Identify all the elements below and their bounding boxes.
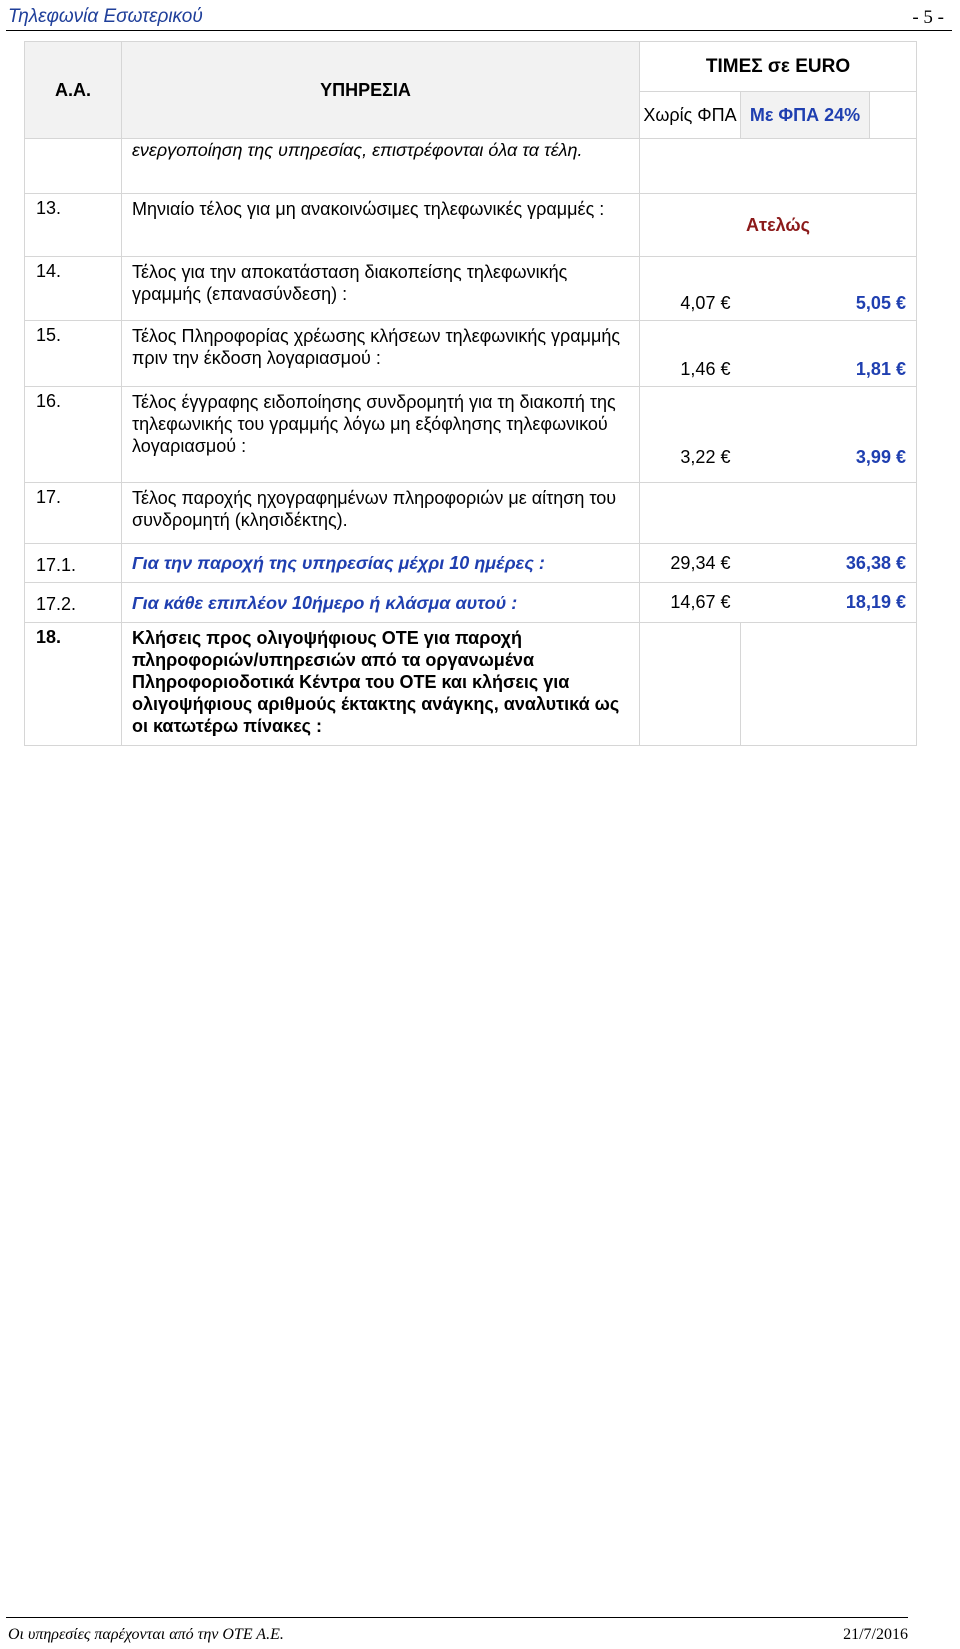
row-num: 13. [25,194,122,257]
row-text: Τέλος παροχής ηχογραφημένων πληροφοριών με αίτηση του συνδρομητή (κλησιδέκτης). [122,483,640,544]
col-service-header: ΥΠΗΡΕΣΙΑ [122,42,640,139]
col-no-vat-header: Χωρίς ΦΠΑ [640,92,741,139]
header-title: Τηλεφωνία Εσωτερικού [8,6,203,27]
price-no-vat: 3,22 € [640,387,741,483]
col-with-vat-header: Με ΦΠΑ 24% [741,92,870,139]
price-with-vat: 36,38 € [741,544,917,583]
page-header [6,4,952,31]
header-spacer [870,92,917,139]
table-row [25,483,917,544]
price-no-vat: 14,67 € [640,583,741,623]
table-row [25,194,917,257]
page-number: - 5 - [912,7,944,28]
footer-date: 21/7/2016 [843,1626,908,1643]
table-row [25,387,917,483]
price-with-vat: 5,05 € [741,257,917,321]
page-footer [6,1617,908,1643]
table-row [25,583,917,623]
price-no-vat: 4,07 € [640,257,741,321]
exempt-label: Ατελώς [640,194,917,257]
row-num: 16. [25,387,122,483]
row-text: Μηνιαίο τέλος για μη ανακοινώσιμες τηλεφωνικές γραμμές : [122,194,640,257]
price-table [24,41,917,746]
row-text: Τέλος για την αποκατάσταση διακοπείσης τηλεφωνικής γραμμής (επανασύνδεση) : [122,257,640,321]
row-num: 15. [25,321,122,387]
price-with-vat: 1,81 € [741,321,917,387]
row-text: Τέλος έγγραφης ειδοποίησης συνδρομητή για τη διακοπή της τηλεφωνικής του γραμμής λόγω μη εξόφλησης τηλεφωνικού λογαριασμού : [122,387,640,483]
table-row [25,321,917,387]
row-num: 18. [25,623,122,746]
col-prices-header: ΤΙΜΕΣ σε EURO [640,42,917,92]
price-with-vat: 18,19 € [741,583,917,623]
table-row [25,544,917,583]
row-num [25,139,122,194]
footer-provider: Οι υπηρεσίες παρέχονται από την ΟΤΕ Α.Ε. [8,1626,284,1643]
row-text: Κλήσεις προς ολιγοψήφιους ΟΤΕ για παροχή πληροφοριών/υπηρεσιών από τα οργανωμένα Πληροφοριοδοτικά Κέντρα του ΟΤΕ και κλήσεις για ολιγοψήφιους αριθμούς έκτακτης ανάγκης, αναλυτικά ως οι κατωτέρω πίνακες : [122,623,640,746]
table-row [25,139,917,194]
table-header-row [25,42,917,92]
col-aa-header: Α.Α. [25,42,122,139]
row-num: 17.1. [25,544,122,583]
row-num: 17.2. [25,583,122,623]
table-row [25,257,917,321]
price-no-vat: 1,46 € [640,321,741,387]
row-num: 14. [25,257,122,321]
price-with-vat: 3,99 € [741,387,917,483]
price-no-vat: 29,34 € [640,544,741,583]
row-text: ενεργοποίηση της υπηρεσίας, επιστρέφονται όλα τα τέλη. [122,139,640,194]
row-num: 17. [25,483,122,544]
row-text: Για κάθε επιπλέον 10ήμερο ή κλάσμα αυτού : [122,583,640,623]
row-text: Για την παροχή της υπηρεσίας μέχρι 10 ημέρες : [122,544,640,583]
row-text: Τέλος Πληροφορίας χρέωσης κλήσεων τηλεφωνικής γραμμής πριν την έκδοση λογαριασμού : [122,321,640,387]
table-row [25,623,917,746]
